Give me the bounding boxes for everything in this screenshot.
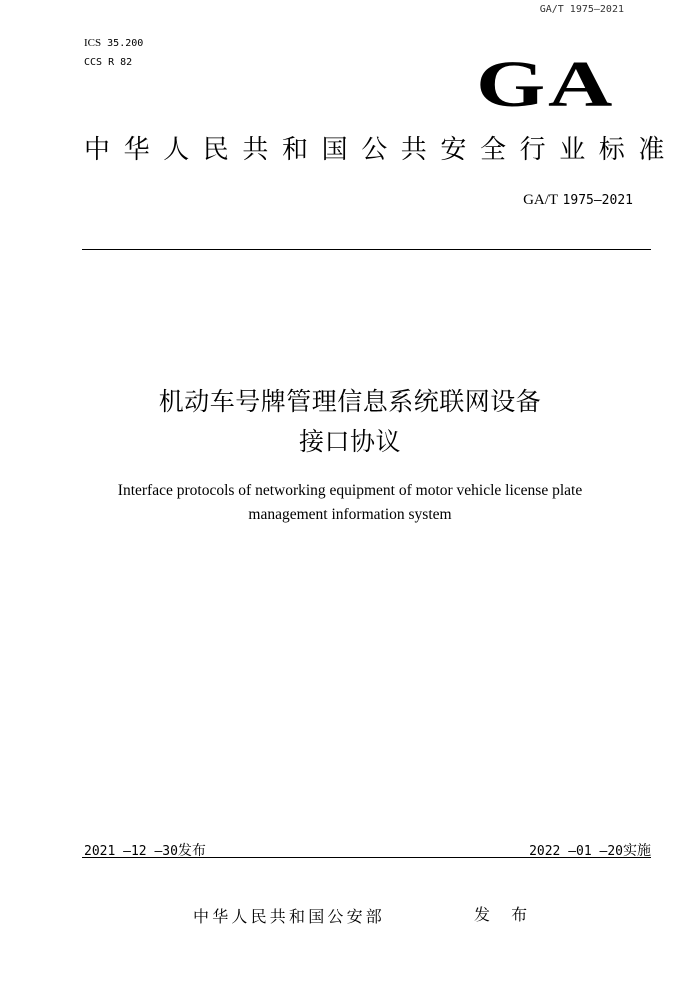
ics-label: ICS: [84, 37, 102, 49]
implementation-date-value: 2022 —01 —20: [529, 844, 623, 859]
title-cn-line1: 机动车号牌管理信息系统联网设备: [158, 387, 542, 416]
ics-classification: [84, 37, 143, 49]
bottom-divider: [82, 857, 651, 858]
title-cn-line2: 接口协议: [298, 427, 401, 456]
ics-value: 35.200: [107, 38, 144, 49]
ccs-classification: CCS R 82: [84, 57, 133, 68]
standard-number-value: 1975—2021: [562, 193, 633, 208]
publish-label: 发 布: [474, 905, 536, 924]
standard-number-prefix: GA/T: [523, 192, 559, 208]
header-standard-code: GA/T 1975—2021: [539, 4, 624, 15]
issue-date-label: 发布: [177, 843, 206, 859]
issue-date-value: 2021 —12 —30: [84, 844, 178, 859]
implementation-date-label: 实施: [623, 843, 651, 859]
publisher: 中华人民共和国公安部: [193, 907, 386, 926]
ga-logo: GA: [476, 48, 616, 121]
title-en-line1: Interface protocols of networking equipment of motor vehicle license plate: [117, 482, 583, 499]
title-en-line2: management information system: [248, 506, 452, 523]
org-title: 中华人民共和国公共安全行业标准: [84, 135, 679, 165]
top-divider: [82, 249, 651, 250]
standard-number: [523, 192, 633, 209]
